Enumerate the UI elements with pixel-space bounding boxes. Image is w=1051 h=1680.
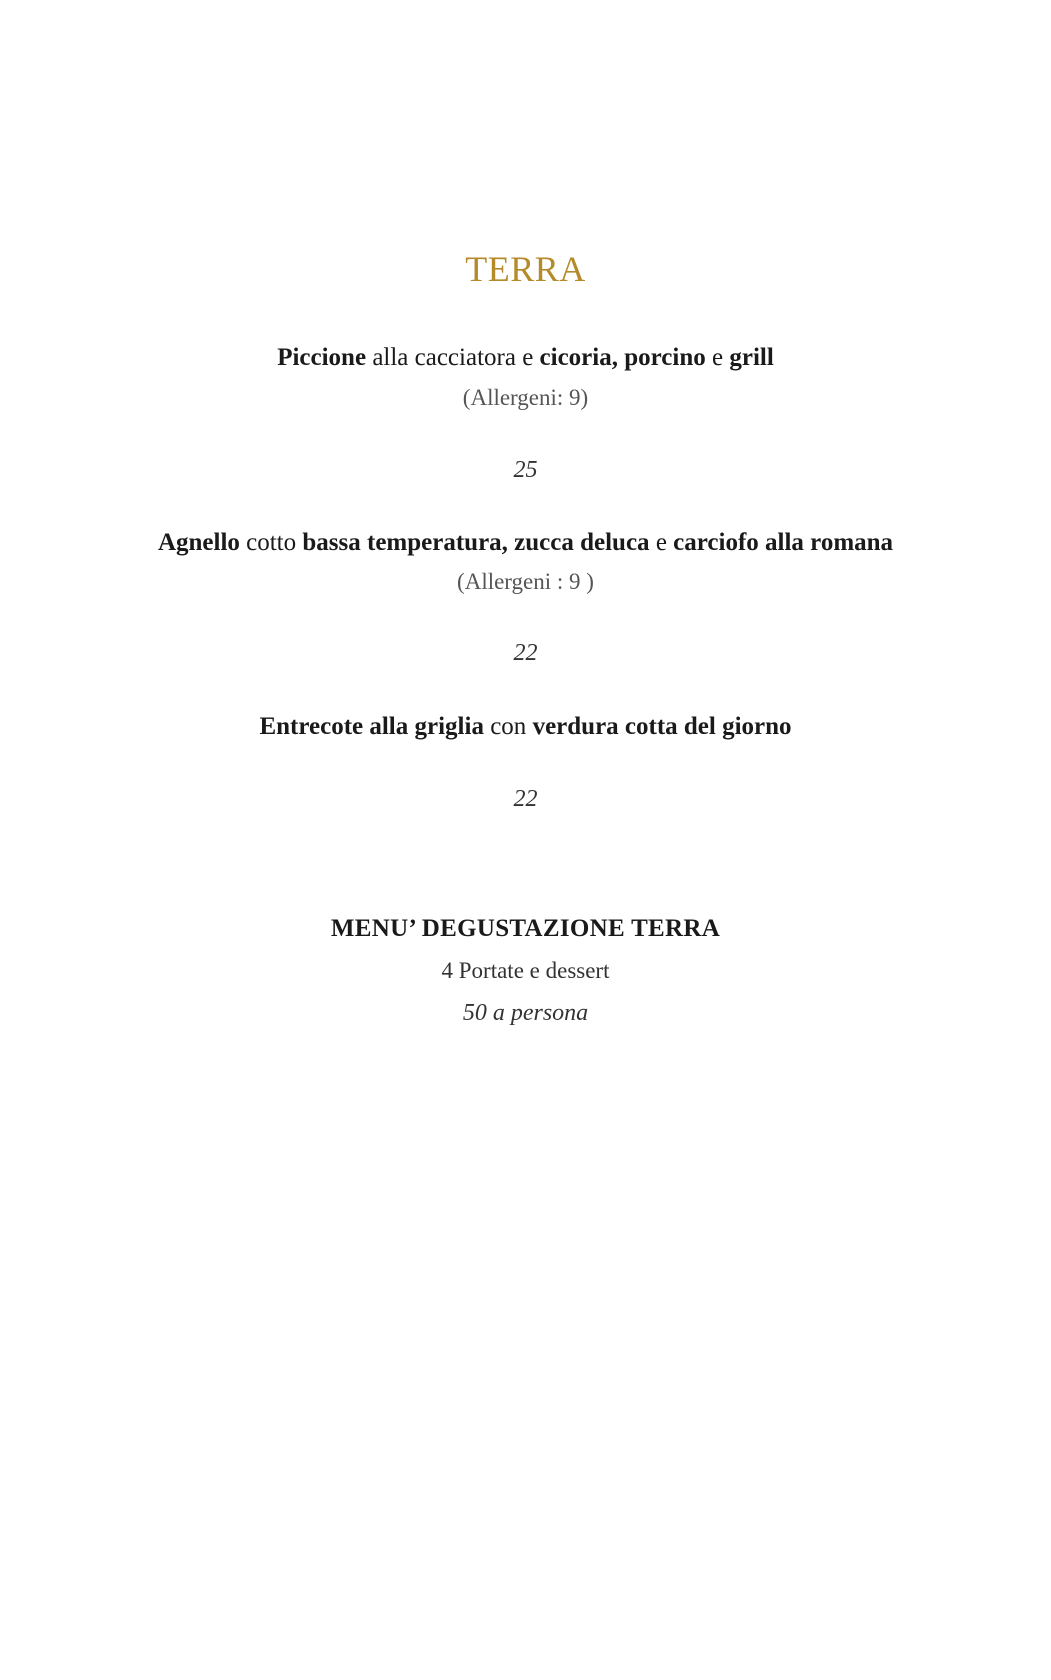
dish-name-part: con xyxy=(483,713,533,740)
dish-name-part: verdura cotta del giorno xyxy=(532,713,792,740)
section-title: TERRA xyxy=(465,249,586,289)
dish-name xyxy=(0,529,1051,557)
dish-name-part: Entrecote alla griglia xyxy=(259,713,484,740)
tasting-menu-subtitle: 4 Portate e dessert xyxy=(441,958,610,983)
dish-name-part: e xyxy=(705,344,730,371)
tasting-menu-price: 50 a persona xyxy=(462,1000,589,1026)
dish-name-part: Piccione xyxy=(277,344,367,371)
dish-name-part: cicoria, porcino xyxy=(539,344,706,371)
dish-price: 22 xyxy=(513,786,538,812)
dish-name-part: e xyxy=(649,529,674,556)
dish-name xyxy=(0,713,1051,741)
dish-allergens: (Allergeni : 9 ) xyxy=(457,569,594,594)
dish-price: 22 xyxy=(513,640,538,666)
tasting-menu-title: MENU’ DEGUSTAZIONE TERRA xyxy=(330,915,721,942)
dish-name-part: alla cacciatora e xyxy=(366,344,540,371)
dish-name-part: bassa temperatura, zucca deluca xyxy=(302,529,650,556)
dish-name-part: Agnello xyxy=(157,529,240,556)
dish-price: 25 xyxy=(513,457,538,483)
dish-name-part: carciofo alla romana xyxy=(673,529,894,556)
dish-name xyxy=(0,344,1051,372)
dish-name-part: cotto xyxy=(239,529,303,556)
dish-name-part: grill xyxy=(729,344,774,371)
dish-allergens: (Allergeni: 9) xyxy=(462,385,589,410)
